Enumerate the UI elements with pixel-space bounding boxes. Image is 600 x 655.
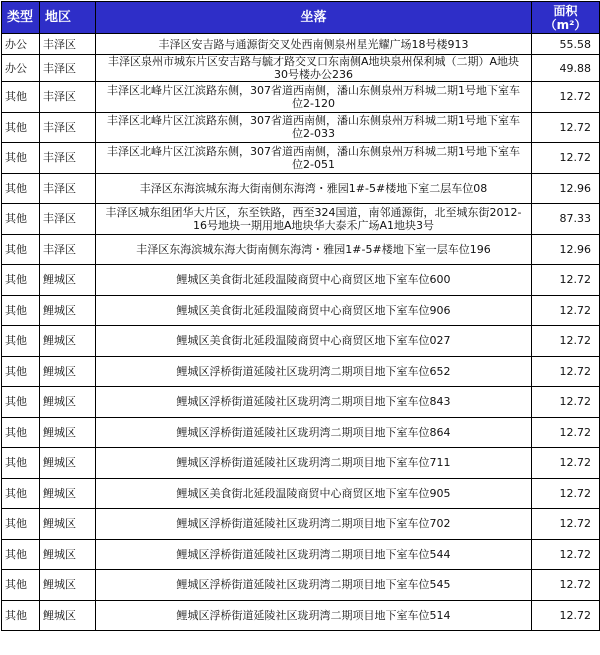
cell-district: 丰泽区 [40,34,96,55]
table-row [2,173,600,204]
table-row [2,326,600,357]
cell-location: 丰泽区北峰片区江滨路东侧，307省道西南侧，潘山东侧泉州万科城二期1号地下室车位2-033 [96,112,532,143]
cell-location: 鲤城区浮桥街道延陵社区珑玥湾二期项目地下室车位843 [96,387,532,418]
table-row [2,539,600,570]
table-row [2,112,600,143]
cell-district: 鲤城区 [40,570,96,601]
cell-type: 其他 [2,417,40,448]
table-row [2,82,600,113]
cell-location: 鲤城区浮桥街道延陵社区珑玥湾二期项目地下室车位864 [96,417,532,448]
cell-location: 鲤城区美食街北延段温陵商贸中心商贸区地下室车位906 [96,295,532,326]
table-row [2,55,600,82]
cell-district: 鲤城区 [40,448,96,479]
cell-district: 丰泽区 [40,112,96,143]
cell-location: 鲤城区浮桥街道延陵社区珑玥湾二期项目地下室车位544 [96,539,532,570]
cell-type: 办公 [2,34,40,55]
table-row [2,143,600,174]
table-row [2,234,600,265]
table-row [2,34,600,55]
header-area-label: 面积 [553,3,578,18]
cell-type: 其他 [2,570,40,601]
cell-type: 其他 [2,509,40,540]
cell-district: 鲤城区 [40,387,96,418]
cell-area: 55.58 [532,34,600,55]
cell-district: 鲤城区 [40,478,96,509]
cell-area: 87.33 [532,204,600,235]
cell-district: 丰泽区 [40,82,96,113]
cell-type: 其他 [2,448,40,479]
cell-type: 其他 [2,600,40,631]
cell-area: 12.72 [532,143,600,174]
header-location: 坐落 [96,2,532,34]
cell-district: 鲤城区 [40,539,96,570]
table-row [2,600,600,631]
cell-location: 丰泽区东海滨城东海大街南侧东海湾・雅园1#-5#楼地下室一层车位196 [96,234,532,265]
table-row [2,204,600,235]
table-row [2,356,600,387]
table-row [2,570,600,601]
cell-district: 鲤城区 [40,326,96,357]
cell-area: 12.72 [532,509,600,540]
header-type: 类型 [2,2,40,34]
table-row [2,448,600,479]
cell-type: 其他 [2,143,40,174]
cell-location: 鲤城区浮桥街道延陵社区珑玥湾二期项目地下室车位545 [96,570,532,601]
cell-district: 丰泽区 [40,55,96,82]
cell-district: 鲤城区 [40,600,96,631]
cell-type: 其他 [2,539,40,570]
cell-area: 12.72 [532,387,600,418]
header-area [532,2,600,34]
cell-location: 鲤城区浮桥街道延陵社区珑玥湾二期项目地下室车位514 [96,600,532,631]
cell-area: 12.72 [532,356,600,387]
table-row [2,387,600,418]
cell-district: 鲤城区 [40,265,96,296]
cell-district: 鲤城区 [40,295,96,326]
cell-district: 鲤城区 [40,417,96,448]
property-table [1,1,600,631]
cell-location: 丰泽区东海滨城东海大街南侧东海湾・雅园1#-5#楼地下室二层车位08 [96,173,532,204]
cell-area: 12.72 [532,448,600,479]
cell-location: 鲤城区浮桥街道延陵社区珑玥湾二期项目地下室车位711 [96,448,532,479]
cell-area: 12.96 [532,234,600,265]
table-row [2,509,600,540]
cell-type: 其他 [2,82,40,113]
cell-district: 丰泽区 [40,173,96,204]
table-row [2,417,600,448]
cell-area: 12.72 [532,326,600,357]
cell-type: 其他 [2,112,40,143]
table-row [2,478,600,509]
cell-type: 其他 [2,265,40,296]
cell-location: 丰泽区安吉路与通源街交叉处西南侧泉州星光耀广场18号楼913 [96,34,532,55]
cell-area: 12.72 [532,417,600,448]
cell-district: 丰泽区 [40,204,96,235]
cell-area: 12.72 [532,600,600,631]
header-district: 地区 [40,2,96,34]
cell-type: 其他 [2,356,40,387]
cell-area: 12.96 [532,173,600,204]
cell-type: 其他 [2,234,40,265]
cell-area: 12.72 [532,265,600,296]
cell-area: 12.72 [532,112,600,143]
cell-district: 鲤城区 [40,509,96,540]
cell-location: 鲤城区美食街北延段温陵商贸中心商贸区地下室车位027 [96,326,532,357]
cell-district: 丰泽区 [40,143,96,174]
cell-area: 12.72 [532,82,600,113]
cell-location: 鲤城区浮桥街道延陵社区珑玥湾二期项目地下室车位652 [96,356,532,387]
cell-location: 丰泽区北峰片区江滨路东侧，307省道西南侧，潘山东侧泉州万科城二期1号地下室车位2-120 [96,82,532,113]
cell-type: 其他 [2,204,40,235]
cell-type: 其他 [2,326,40,357]
cell-area: 12.72 [532,570,600,601]
table-row [2,265,600,296]
header-area-unit: （m²） [544,17,587,32]
cell-type: 其他 [2,173,40,204]
cell-area: 12.72 [532,478,600,509]
cell-area: 12.72 [532,295,600,326]
cell-location: 鲤城区浮桥街道延陵社区珑玥湾二期项目地下室车位702 [96,509,532,540]
cell-location: 丰泽区北峰片区江滨路东侧，307省道西南侧，潘山东侧泉州万科城二期1号地下室车位2-051 [96,143,532,174]
cell-type: 其他 [2,478,40,509]
cell-location: 丰泽区城东组团华大片区，东至铁路，西至324国道，南邻通源街，北至城东街2012-16号地块一期用地A地块华大泰禾广场A1地块3号 [96,204,532,235]
cell-district: 丰泽区 [40,234,96,265]
cell-location: 鲤城区美食街北延段温陵商贸中心商贸区地下室车位600 [96,265,532,296]
cell-location: 鲤城区美食街北延段温陵商贸中心商贸区地下室车位905 [96,478,532,509]
cell-type: 其他 [2,295,40,326]
cell-type: 其他 [2,387,40,418]
cell-location: 丰泽区泉州市城东片区安吉路与毓才路交叉口东南侧A地块泉州保利城（二期）A地块30号楼办公236 [96,55,532,82]
cell-area: 49.88 [532,55,600,82]
table-row [2,295,600,326]
cell-district: 鲤城区 [40,356,96,387]
cell-area: 12.72 [532,539,600,570]
header-row [2,2,600,34]
cell-type: 办公 [2,55,40,82]
table-body [2,34,600,631]
